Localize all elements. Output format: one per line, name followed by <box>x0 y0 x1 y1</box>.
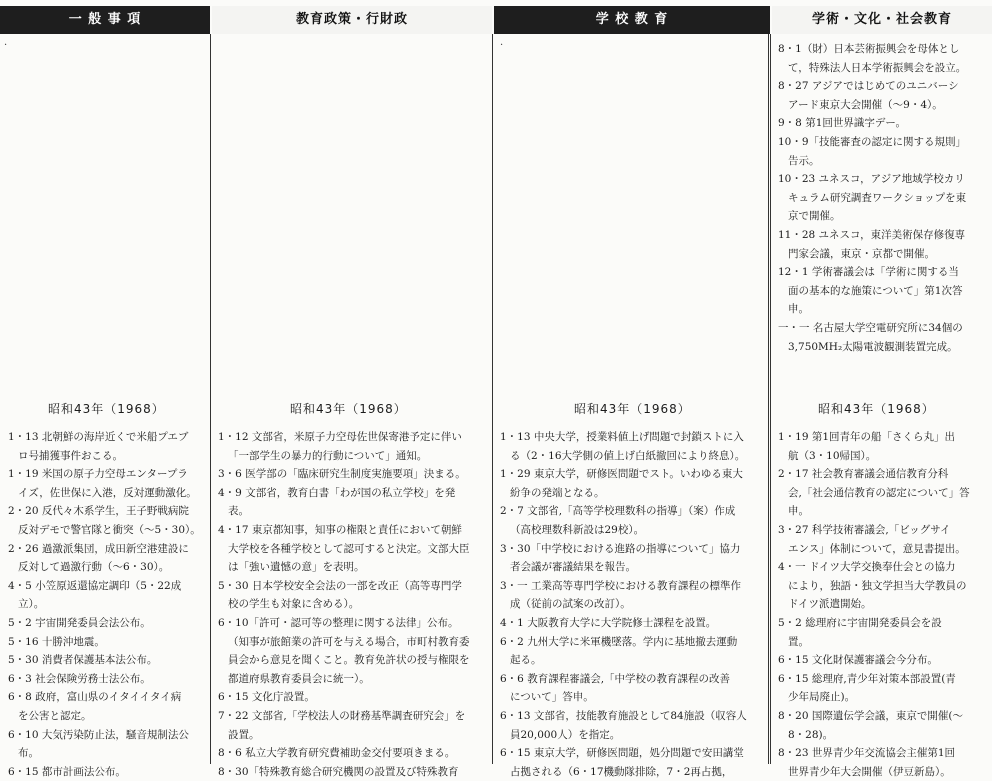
entry-line: 6・15 文化財保護審議会今分布。 <box>778 654 938 667</box>
entry-line: 6・15 総理府,青少年対策本部設置(青 <box>778 672 956 685</box>
chronology-entry <box>778 319 990 356</box>
chronology-entry <box>8 633 206 652</box>
entry-line: 1・13 中央大学，授業料値上げ問題で封鎖ストに入 <box>500 431 744 443</box>
column-academic-continued <box>778 40 990 356</box>
entry-line: 一・一 名古屋大学空電研究所に34個の <box>778 321 963 334</box>
entry-continuation: （知事が旅館業の許可を与える場合，市町村教育委 <box>228 635 470 648</box>
entry-continuation: 都道府県教育委員会に統一）。 <box>228 672 370 685</box>
chronology-entry <box>500 577 766 614</box>
entry-continuation: について」答申。 <box>510 691 594 704</box>
chronology-entry <box>8 614 206 633</box>
entry-line: 3・27 科学技術審議会,「ビッグサイ <box>778 523 951 536</box>
chronology-entry <box>8 577 206 614</box>
entry-line: 4・1 大阪教育大学に大学院修士課程を設置。 <box>500 616 717 629</box>
entry-line: 8・20 国際遺伝学会議，東京で開催(～ <box>778 709 963 722</box>
chronology-entry <box>8 670 206 689</box>
page-speck: · <box>4 40 8 51</box>
entry-line: 8・30「特殊教育総合研究機関の設置及び特殊教育 <box>218 765 459 778</box>
entry-continuation: 紛争の発端となる。 <box>510 486 605 499</box>
entry-continuation: 校の学生も対象に含める）。 <box>228 598 360 611</box>
chronology-entry <box>778 40 990 77</box>
entry-continuation: 反対デモで警官隊と衝突（～5・30）。 <box>18 523 201 536</box>
column-school-education <box>500 428 766 781</box>
chronology-entry <box>778 707 990 744</box>
entry-line: 4・9 文部省，教育白書「わが国の私立学校」を発 <box>218 486 456 499</box>
chronology-entry <box>218 484 490 521</box>
entry-line: 4・17 東京都知事，知事の権限と責任において朝鮮 <box>218 523 462 536</box>
entry-line: 8・27 アジアではじめてのユニバーシ <box>778 80 959 93</box>
entry-continuation: 布。 <box>18 747 39 760</box>
chronology-entry <box>778 114 990 133</box>
chronology-entry <box>500 428 766 465</box>
chronology-entry <box>8 540 206 577</box>
entry-line: 2・20 反代々木系学生，王子野戦病院 <box>8 505 189 518</box>
entry-line: 8・23 世界青少年交流協会主催第1回 <box>778 747 956 760</box>
entry-continuation: イズ，佐世保に入港，反対運動激化。 <box>18 486 197 499</box>
chronology-entry <box>218 465 490 484</box>
entry-line: 6・15 文化庁設置。 <box>218 691 315 704</box>
chronology-entry <box>778 744 990 781</box>
entry-line: 6・10 大気汚染防止法，騒音規制法公 <box>8 728 189 741</box>
column-divider <box>492 34 493 764</box>
entry-continuation: 告示。 <box>788 154 820 167</box>
entry-continuation: 反対して過激行動（～6・30）。 <box>18 561 170 574</box>
chronology-entry <box>500 614 766 633</box>
entry-line: 6・15 東京大学，研修医問題，処分問題で安田講堂 <box>500 747 744 760</box>
entry-continuation: 起る。 <box>510 654 542 667</box>
entry-continuation: キュラム研究調査ワークショップを東 <box>788 191 967 204</box>
chronology-entry <box>218 521 490 577</box>
entry-continuation: ドイツ派遣開始。 <box>788 598 872 611</box>
entry-continuation: エンス」体制について，意見書提出。 <box>788 542 966 555</box>
chronology-entry <box>218 688 490 707</box>
chronology-entry <box>778 77 990 114</box>
chronology-entry <box>500 465 766 502</box>
entry-continuation: 員会から意見を聞くこと。教育免許状の授与権限を <box>228 654 470 667</box>
chronology-entry <box>778 465 990 521</box>
year-label: 昭和43年（1968） <box>574 402 691 416</box>
entry-line: 1・29 東京大学，研修医問題でスト。いわゆる東大 <box>500 468 743 481</box>
entry-line: 3・30「中学校における進路の指導について」協力 <box>500 542 741 555</box>
header-academic-culture: 学術・文化・社会教育 <box>772 6 992 34</box>
entry-line: 6・3 社会保険労務士法公布。 <box>8 672 151 685</box>
chronology-entry <box>218 763 490 781</box>
entry-continuation: 少年局廃止)。 <box>788 691 856 704</box>
chronology-entry <box>500 670 766 707</box>
chronology-entry <box>778 614 990 651</box>
entry-line: 6・13 文部省，技能教育施設として84施設（収容人 <box>500 709 747 722</box>
entry-continuation: る（2・16大学側の値上げ白紙撤回により終息）。 <box>510 449 746 462</box>
table-header <box>0 6 992 34</box>
entry-line: 6・2 九州大学に米軍機墜落。学内に基地撤去運動 <box>500 635 738 648</box>
chronology-entry <box>500 540 766 577</box>
entry-line: 8・6 私立大学教育研究費補助金交付要項きまる。 <box>218 747 456 760</box>
year-label: 昭和43年（1968） <box>48 402 165 416</box>
chronology-entry <box>500 707 766 744</box>
entry-continuation: 成（従前の試案の改訂）。 <box>510 598 631 611</box>
entry-continuation: アード東京大会開催（～9・4）。 <box>788 98 943 111</box>
entry-line: 1・13 北朝鮮の海岸近くで米船プエブ <box>8 431 189 443</box>
entry-line: 5・2 宇宙開発委員会法公布。 <box>8 616 151 629</box>
entry-continuation: により，独語・独文学担当大学教員の <box>788 579 967 592</box>
entry-line: 5・16 十勝沖地震。 <box>8 635 105 648</box>
chronology-entry <box>8 465 206 502</box>
column-general-affairs <box>8 428 206 781</box>
year-label: 昭和43年（1968） <box>818 402 935 416</box>
entry-line: 10・23 ユネスコ，アジア地域学校カリ <box>778 173 965 186</box>
entry-continuation: 8・28)。 <box>788 728 834 741</box>
page-speck: · <box>500 40 504 51</box>
entry-line: 8・1（財）日本芸術振興会を母体とし <box>778 43 960 55</box>
chronology-entry <box>218 744 490 763</box>
entry-continuation: 設置。 <box>228 728 260 741</box>
chronology-entry <box>778 428 990 465</box>
entry-line: 7・22 文部省,「学校法人の財務基準調査研究会」を <box>218 709 466 722</box>
entry-continuation: 大学校を各種学校として認可すると決定。文部大臣 <box>228 542 470 555</box>
column-divider <box>768 34 771 764</box>
chronology-entry <box>8 688 206 725</box>
entry-continuation: 世界青少年大会開催（伊豆新島）。 <box>788 765 951 778</box>
column-divider <box>210 34 211 764</box>
entry-continuation: は「強い遺憾の意」を表明。 <box>228 561 365 574</box>
chronology-entry <box>8 651 206 670</box>
entry-line: 1・12 文部省，米原子力空母佐世保寄港予定に伴い <box>218 431 462 443</box>
entry-line: 2・26 過激派集団，成田新空港建設に <box>8 542 189 555</box>
chronology-entry <box>500 633 766 670</box>
entry-line: 9・8 第1回世界識字デー。 <box>778 117 906 130</box>
chronology-entry <box>218 614 490 688</box>
entry-continuation: て，特殊法人日本学術振興会を設立。 <box>788 61 967 74</box>
entry-line: 3・一 工業高等専門学校における教育課程の標準作 <box>500 579 742 592</box>
entry-continuation: ロ号捕獲事件おこる。 <box>18 449 123 462</box>
chronology-entry <box>778 521 990 558</box>
chronology-entry <box>218 577 490 614</box>
header-general-affairs: 一 般 事 項 <box>0 6 210 34</box>
entry-continuation: 申。 <box>788 303 809 316</box>
chronology-entry <box>8 726 206 763</box>
entry-line: 6・6 教育課程審議会,「中学校の教育課程の改善 <box>500 672 731 685</box>
entry-continuation: 置。 <box>788 635 809 648</box>
chronology-entry <box>778 170 990 226</box>
chronology-entry <box>8 502 206 539</box>
entry-line: 11・28 ユネスコ，東洋美術保存修復専 <box>778 228 966 241</box>
entry-continuation: 会,「社会通信教育の認定について」答 <box>788 486 970 499</box>
entry-line: 6・15 都市計画法公布。 <box>8 765 126 778</box>
chronology-entry <box>778 670 990 707</box>
chronology-entry <box>778 226 990 263</box>
entry-continuation: 3,750MH₂太陽電波観測装置完成。 <box>788 340 958 353</box>
chronology-entry <box>218 428 490 465</box>
chronology-entry <box>218 707 490 744</box>
entry-line: 3・6 医学部の「臨床研究生制度実施要項」決まる。 <box>218 468 466 481</box>
entry-continuation: 表。 <box>228 505 249 518</box>
entry-continuation: 員20,000人）を指定。 <box>510 728 621 741</box>
entry-continuation: 航（3・10帰国）。 <box>788 449 877 462</box>
entry-line: 4・5 小笠原返還協定調印（5・22成 <box>8 579 182 592</box>
entry-line: 6・8 政府，富山県のイタイイタイ病 <box>8 691 182 704</box>
entry-continuation: （高校理数科新設は29校）。 <box>510 523 645 536</box>
entry-continuation: 申。 <box>788 505 809 518</box>
chronology-entry <box>500 744 766 781</box>
entry-line: 6・10「許可・認可等の整理に関する法律」公布。 <box>218 616 459 629</box>
column-academic-culture <box>778 428 990 781</box>
header-education-policy: 教育政策・行財政 <box>212 6 492 34</box>
entry-line: 5・2 総理府に宇宙開発委員会を設 <box>778 616 942 629</box>
entry-line: 12・1 学術審議会は「学術に関する当 <box>778 266 959 279</box>
entry-continuation: 京で開催。 <box>788 210 841 223</box>
entry-continuation: 者会議が審議結果を報告。 <box>510 561 636 574</box>
entry-line: 5・30 日本学校安全会法の一部を改正（高等専門学 <box>218 579 462 592</box>
entry-line: 4・一 ドイツ大学交換奉仕会との協力 <box>778 561 956 574</box>
entry-continuation: 面の基本的な施策について」第1次答 <box>788 284 963 297</box>
entry-line: 10・9「技能審査の認定に関する規則」 <box>778 135 967 148</box>
chronology-entry <box>778 558 990 614</box>
entry-line: 5・30 消費者保護基本法公布。 <box>8 654 158 667</box>
entry-line: 2・17 社会教育審議会通信教育分科 <box>778 468 949 481</box>
header-school-education: 学 校 教 育 <box>494 6 770 34</box>
entry-line: 2・7 文部省,「高等学校理数科の指導」（案）作成 <box>500 505 736 518</box>
column-education-policy <box>218 428 490 781</box>
chronology-entry <box>778 263 990 319</box>
entry-continuation: 「一部学生の暴力的行動について」通知。 <box>228 449 428 462</box>
chronology-entry <box>778 651 990 670</box>
chronology-entry <box>500 502 766 539</box>
chronology-entry <box>778 133 990 170</box>
year-label: 昭和43年（1968） <box>290 402 407 416</box>
entry-continuation: 門家会議，東京・京都で開催。 <box>788 247 935 260</box>
entry-continuation: 占拠される（6・17機動隊排除，7・2再占拠， <box>510 765 733 778</box>
entry-line: 1・19 米国の原子力空母エンタープラ <box>8 468 188 481</box>
entry-continuation: を公害と認定。 <box>18 709 92 722</box>
entry-continuation: 立）。 <box>18 598 45 611</box>
entry-line: 1・19 第1回青年の船「さくら丸」出 <box>778 431 956 443</box>
chronology-entry <box>8 763 206 781</box>
chronology-entry <box>8 428 206 465</box>
